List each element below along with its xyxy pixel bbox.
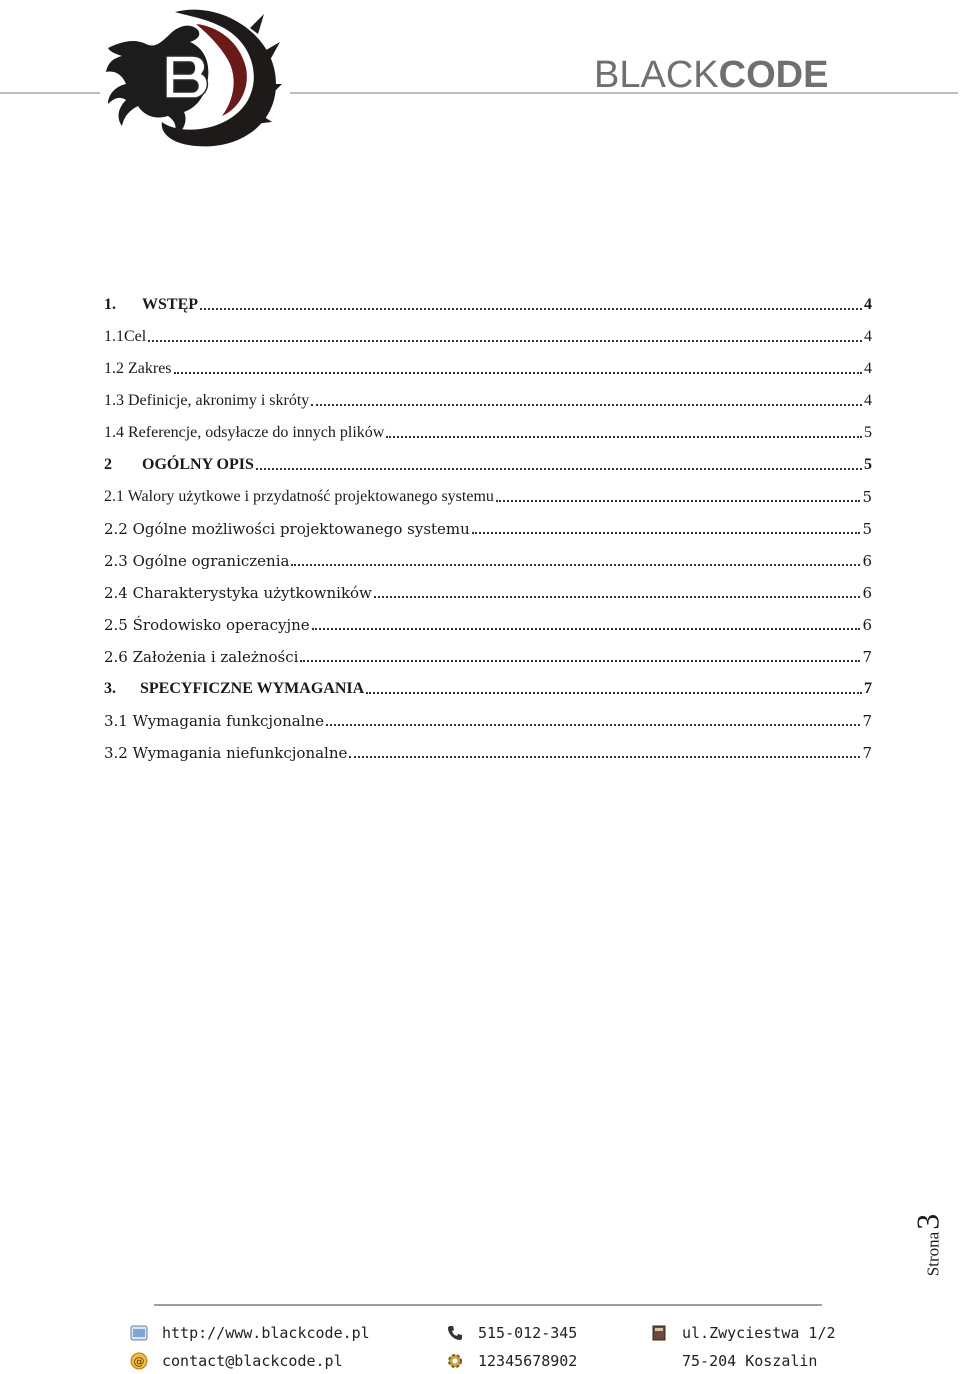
toc-entry-page: 6 [862,584,872,602]
toc-entry-title: 2.6 Założenia i zależności [104,648,299,666]
page-number-label: Strona [923,1231,943,1277]
toc-leader-dots [386,436,862,438]
toc-entry[interactable] [104,378,872,410]
footer-website-text: http://www.blackcode.pl [162,1324,370,1342]
toc-leader-dots [200,308,862,310]
toc-entry-number: 3. [104,680,116,697]
brand-part-black: BLACK [594,54,719,96]
toc-entry[interactable] [104,314,872,346]
page-number: 3 [909,1213,946,1230]
toc-entry-title: 1.1Cel [104,328,147,345]
toc-leader-dots [148,340,862,342]
footer-street-text: ul.Zwyciestwa 1/2 [682,1324,836,1342]
toc-entry[interactable] [104,410,872,442]
toc-entry[interactable] [104,602,872,634]
phone-icon [446,1324,464,1342]
toc-entry-page: 4 [864,296,872,313]
toc-entry-title: 3.2 Wymagania niefunkcjonalne [104,744,348,762]
toc-leader-dots [300,660,860,662]
toc-entry-page: 5 [864,456,872,473]
toc-entry-page: 4 [864,360,872,377]
gear-icon [446,1352,464,1370]
toc-entry-page: 7 [864,680,872,697]
footer-city-text: 75-204 Koszalin [682,1352,818,1370]
toc-entry[interactable] [104,506,872,538]
toc-entry-title: 2.1 Walory użytkowe i przydatność projektowanego systemu [104,488,494,505]
brand-wordmark [594,56,828,94]
footer-street [650,1324,836,1342]
header-rule-left [0,92,100,94]
toc-entry-page: 6 [862,616,872,634]
toc-entry-page: 4 [864,328,872,345]
toc-entry[interactable] [104,442,872,474]
toc-entry[interactable] [104,346,872,378]
footer-id [446,1352,577,1370]
toc-entry-page: 5 [862,520,872,538]
toc-entry-title: 1.3 Definicje, akronimy i skróty [104,392,310,409]
toc-entry-page: 7 [862,744,872,762]
toc-entry[interactable] [104,570,872,602]
toc-entry-number: 2 [104,456,112,473]
toc-entry-title: SPECYFICZNE WYMAGANIA [140,680,365,697]
toc-entry-page: 5 [864,424,872,441]
toc-entry-page: 7 [862,648,872,666]
footer-phone-text: 515-012-345 [478,1324,578,1342]
brand-part-code: CODE [718,54,829,96]
toc-entry[interactable] [104,474,872,506]
toc-entry-title: 1.4 Referencje, odsyłacze do innych plików [104,424,385,441]
toc-leader-dots [374,596,861,598]
toc-entry-title: OGÓLNY OPIS [142,456,254,473]
toc-leader-dots [472,532,861,534]
toc-entry[interactable] [104,666,872,698]
footer-website[interactable] [130,1324,370,1342]
toc-entry-page: 6 [862,552,872,570]
toc-entry[interactable] [104,634,872,666]
toc-entry[interactable] [104,282,872,314]
toc-leader-dots [326,724,860,726]
at-icon [130,1352,148,1370]
horse-b-logo-icon [100,4,282,150]
footer-rule [154,1304,822,1306]
footer-id-text: 12345678902 [478,1352,578,1370]
toc-entry-title: 2.2 Ogólne możliwości projektowanego systemu [104,520,470,538]
toc-leader-dots [291,564,860,566]
footer-city [650,1352,817,1370]
toc-leader-dots [174,372,862,374]
footer-phone [446,1324,577,1342]
toc-entry-title: 2.5 Środowisko operacyjne [104,616,310,634]
toc-entry-title: 2.4 Charakterystyka użytkowników [104,584,372,602]
footer-email-text: contact@blackcode.pl [162,1352,343,1370]
toc-leader-dots [496,500,861,502]
toc-entry-title: WSTĘP [142,296,199,313]
toc-entry-page: 7 [862,712,872,730]
svg-text:@: @ [133,1355,145,1368]
toc-entry[interactable] [104,698,872,730]
toc-leader-dots [366,692,862,694]
toc-entry-page: 5 [862,488,872,506]
toc-leader-dots [349,756,860,758]
toc-entry-title: 3.1 Wymagania funkcjonalne [104,712,325,730]
book-icon [650,1324,668,1342]
toc-leader-dots [312,628,861,630]
toc-entry-title: 1.2 Zakres [104,360,172,377]
toc-entry-page: 4 [864,392,872,409]
toc-leader-dots [311,404,862,406]
table-of-contents [104,282,872,762]
web-icon [130,1324,148,1342]
toc-entry[interactable] [104,730,872,762]
toc-leader-dots [256,468,862,470]
page-number-marker [898,1200,958,1290]
toc-entry-title: 2.3 Ogólne ograniczenia [104,552,290,570]
toc-entry-number: 1. [104,296,116,313]
toc-entry[interactable] [104,538,872,570]
footer-email[interactable] [130,1352,343,1370]
